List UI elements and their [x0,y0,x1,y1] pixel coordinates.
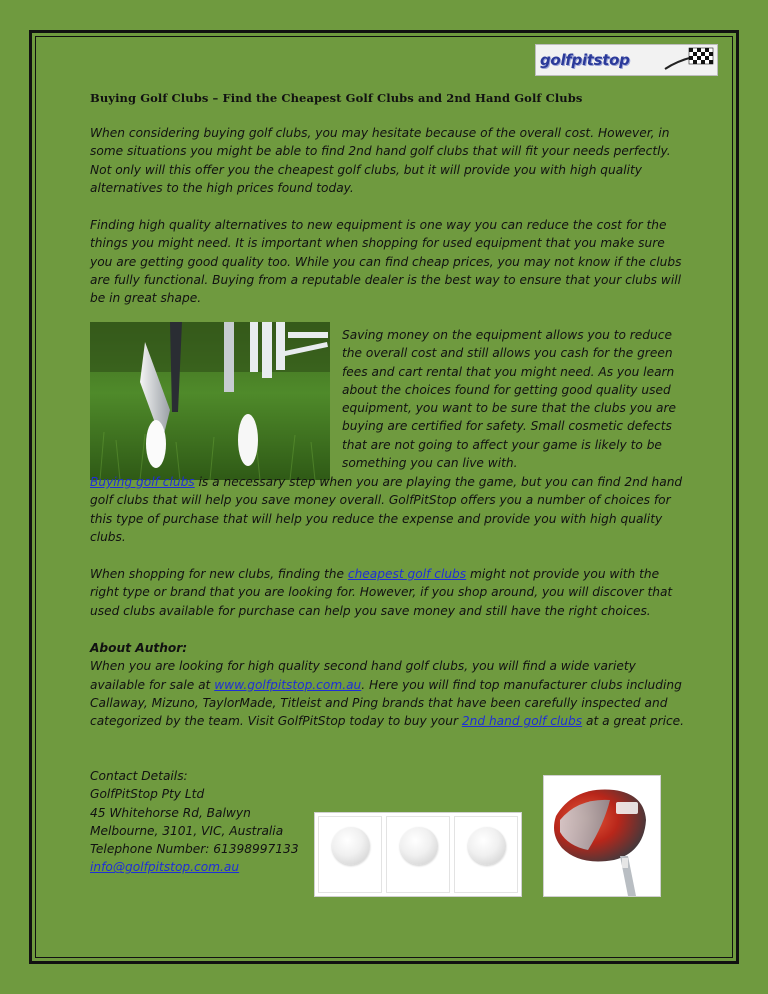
logo-text: golfpitstop [540,51,630,69]
second-hand-golf-clubs-link[interactable]: 2nd hand golf clubs [461,714,583,729]
contact-city: Melbourne, 3101, VIC, Australia [90,823,284,838]
golf-driver-photo [543,775,661,897]
paragraph-new-clubs-text-1: When shopping for new clubs, finding the [90,567,348,581]
contact-email-link[interactable]: info@golfpitstop.com.au [90,860,240,875]
contact-details [90,767,320,877]
paragraph-saving-money: Saving money on the equipment allows you to reduce the overall cost and still allows you cash for the green fees and cart rental that you might need. As you learn about the choices found for getting good quality used equipment, you want to be sure that the clubs you are buying are certified for safety. Small cosmetic defects that are not going to affect your game is likely to be something you can live with. [342,328,676,471]
about-author-heading: About Author: [90,641,188,655]
contact-phone: Telephone Number: 61398997133 [90,842,299,857]
website-link[interactable]: www.golfpitstop.com.au [214,677,362,692]
article-title: Buying Golf Clubs – Find the Cheapest Golf Clubs and 2nd Hand Golf Clubs [90,91,583,105]
paragraph-new-clubs-text-2: might not provide you with the right type or brand that you are looking for. However, if you shop around, you will discover that used clubs available for purchase can help you save money and still have the right choices. [90,567,673,618]
paragraph-new-clubs [90,565,690,620]
golf-ball-image [318,816,382,893]
paragraph-buying-text: is a necessary step when you are playing the game, but you can find 2nd hand golf clubs that will help you save money overall. GolfPitStop offers you a number of choices for this type of purchase that will help you reduce the expense and provide you with high quality clubs. [90,475,683,544]
golf-ball-image [386,816,450,893]
checkered-flag-icon [663,47,715,73]
paragraph-intro: When considering buying golf clubs, you may hesitate because of the overall cost. However, in some situations you might be able to find 2nd hand golf clubs that will fit your needs perfectly. Not only will this offer you the cheapest golf clubs, but it will provide you with high quality alternatives to the high prices found today. [90,126,671,195]
paragraph-alternatives: Finding high quality alternatives to new equipment is one way you can reduce the cost for the things you might need. It is important when shopping for used equipment that you make sure you are getting good quality too. While you can find cheap prices, you may not know if the clubs are fully functional. Buying from a reputable dealer is the best way to ensure that your clubs will be in great shape. [90,218,682,306]
contact-heading: Contact Details: [90,769,188,783]
golf-balls-photo [314,812,522,897]
golf-clubs-photo [90,322,330,480]
golfpitstop-logo [535,44,718,76]
contact-street: 45 Whitehorse Rd, Balwyn [90,805,251,820]
buying-golf-clubs-link[interactable]: Buying golf clubs [90,475,195,489]
about-author [90,639,690,730]
about-author-text-3: at a great price. [582,714,685,729]
cheapest-golf-clubs-link[interactable]: cheapest golf clubs [347,567,467,581]
paragraph-buying [90,473,688,546]
contact-company: GolfPitStop Pty Ltd [90,787,205,802]
about-author-text-2: . Here you will find top manufacturer clubs including Callaway, Mizuno, TaylorMade, Titleist and Ping brands that have been carefully inspected and categorized by the team. Visit GolfPitStop today to buy your [90,677,682,729]
about-author-text-1: When you are looking for high quality second hand golf clubs, you will find a wide variety available for sale at [90,659,636,692]
golf-ball-image [454,816,518,893]
